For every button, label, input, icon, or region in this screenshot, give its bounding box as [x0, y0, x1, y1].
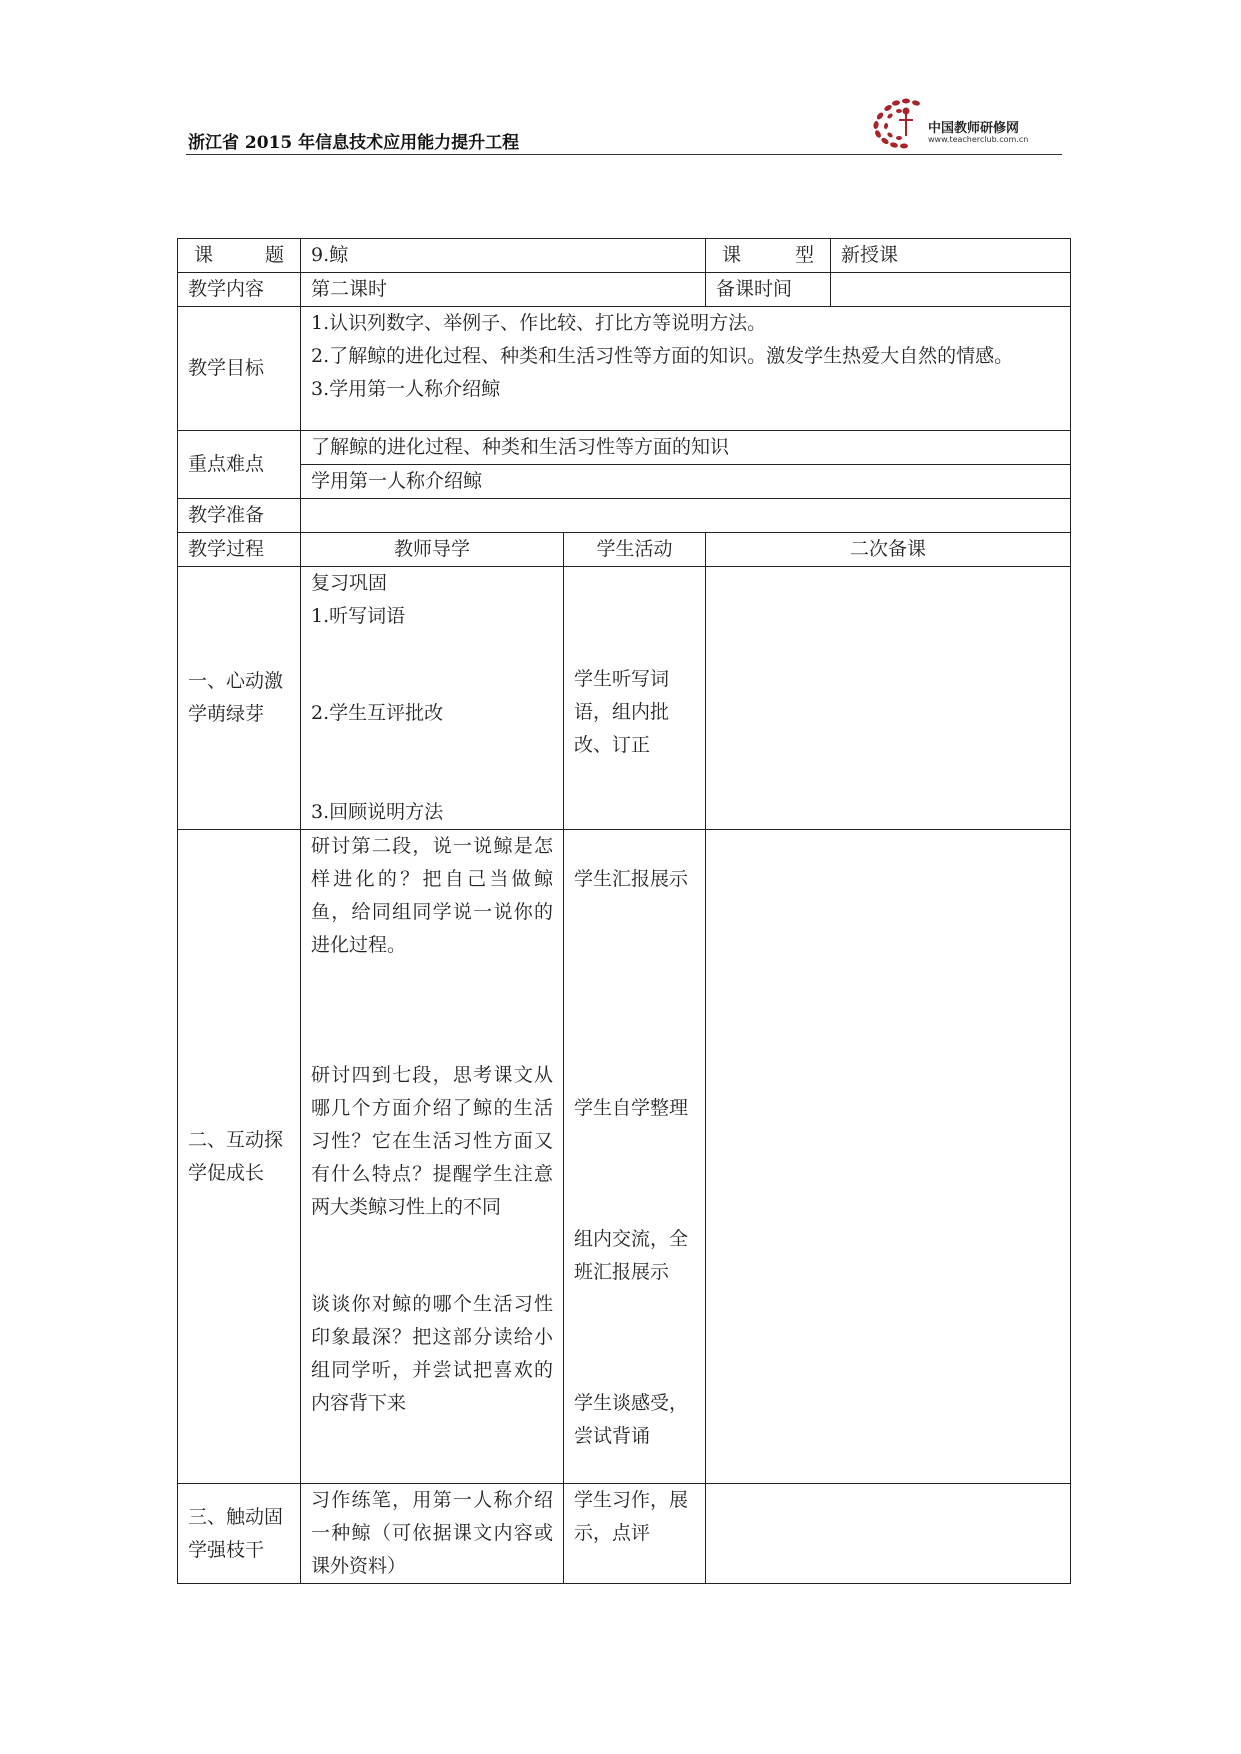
goals-list: [301, 307, 1071, 431]
header-title: 浙江省 2015 年信息技术应用能力提升工程: [188, 133, 520, 153]
teacher-step: 研讨四到七段，思考课文从哪几个方面介绍了鲸的生活习性？它在生活习性方面又有什么特点？提醒学生注意两大类鲸习性上的不同: [311, 1064, 553, 1218]
content-row: [178, 273, 1071, 307]
key-row-2: [178, 465, 1071, 499]
stage-row: [178, 1484, 1071, 1584]
student-step: 学生汇报展示: [574, 868, 689, 890]
stage-name: 一、心动激学萌绿芽: [178, 567, 301, 830]
type-label: 课 型: [706, 239, 831, 273]
prep-label: 教学准备: [178, 499, 301, 533]
topic-row: [178, 239, 1071, 273]
teacher-guide: [301, 1484, 564, 1584]
goal-item: 2.了解鲸的进化过程、种类和生活习性等方面的知识。激发学生热爱大自然的情感。: [311, 345, 1014, 367]
prep-time-value: [831, 273, 1071, 307]
key-point: 了解鲸的进化过程、种类和生活习性等方面的知识: [301, 431, 1071, 465]
student-step: 学生自学整理: [574, 1097, 689, 1119]
teacher-step: 复习巩固: [311, 572, 388, 594]
lesson-plan-table: [177, 238, 1071, 1584]
teacher-step: 2.学生互评批改: [311, 702, 444, 724]
second-prep-cell: [706, 1484, 1071, 1584]
prep-time-label: 备课时间: [706, 273, 831, 307]
header-divider: [186, 154, 1062, 155]
second-prep-cell: [706, 567, 1071, 830]
key-label: 重点难点: [178, 431, 301, 499]
logo-name: 中国教师研修网: [928, 121, 1020, 136]
student-step: 组内交流，全班汇报展示: [574, 1228, 689, 1283]
topic-value: 9.鲸: [301, 239, 706, 273]
goals-row: [178, 307, 1071, 431]
goal-item: 3.学用第一人称介绍鲸: [311, 378, 501, 400]
teacher-step: 3.回顾说明方法: [311, 801, 444, 823]
stage-row: [178, 830, 1071, 1484]
content-label: 教学内容: [178, 273, 301, 307]
student-activity: [564, 1484, 706, 1584]
teacher-guide: [301, 567, 564, 830]
key-point: 学用第一人称介绍鲸: [301, 465, 1071, 499]
stage-name: 二、互动探学促成长: [178, 830, 301, 1484]
student-activity: [564, 567, 706, 830]
student-activity: [564, 830, 706, 1484]
type-value: 新授课: [831, 239, 1071, 273]
student-step: 学生习作，展示，点评: [574, 1489, 689, 1544]
process-header-row: [178, 533, 1071, 567]
topic-label: 课 题: [178, 239, 301, 273]
prep-value: [301, 499, 1071, 533]
teacher-header: 教师导学: [301, 533, 564, 567]
teacher-step: 1.听写词语: [311, 605, 406, 627]
student-step: 学生谈感受，尝试背诵: [574, 1392, 689, 1447]
teacher-guide: [301, 830, 564, 1484]
prep-row: [178, 499, 1071, 533]
stage-header: 教学过程: [178, 533, 301, 567]
logo-url: www.teacherclub.com.cn: [928, 135, 1029, 144]
content-value: 第二课时: [301, 273, 706, 307]
teacher-step: 谈谈你对鲸的哪个生活习性印象最深？把这部分读给小组同学听，并尝试把喜欢的内容背下来: [311, 1293, 553, 1414]
key-row-1: [178, 431, 1071, 465]
student-header: 学生活动: [564, 533, 706, 567]
goals-label: 教学目标: [178, 307, 301, 431]
teacher-step: 习作练笔，用第一人称介绍一种鲸（可依据课文内容或课外资料）: [311, 1489, 553, 1577]
goal-item: 1.认识列数字、举例子、作比较、打比方等说明方法。: [311, 312, 767, 334]
second-prep-header: 二次备课: [706, 533, 1071, 567]
second-prep-cell: [706, 830, 1071, 1484]
teacher-step: 研讨第二段，说一说鲸是怎样进化的？把自己当做鲸鱼，给同组同学说一说你的进化过程。: [311, 835, 553, 956]
stage-name: 三、触动固学强枝干: [178, 1484, 301, 1584]
stage-row: [178, 567, 1071, 830]
student-step: 学生听写词语，组内批改、订正: [574, 668, 670, 756]
